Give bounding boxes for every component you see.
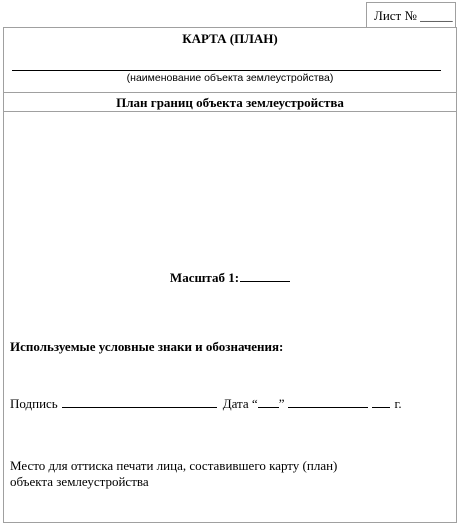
sheet-number-box: [366, 2, 456, 27]
scale-row: [4, 269, 456, 286]
year-blank: [372, 396, 390, 408]
quote-open: “: [251, 396, 258, 411]
signature-row: [10, 396, 402, 412]
scale-blank: [240, 269, 290, 282]
year-suffix: г.: [394, 396, 402, 411]
object-name-caption: (наименование объекта землеустройства): [126, 72, 334, 84]
object-name-line: [12, 70, 441, 71]
scale-label: Масштаб 1:: [169, 270, 240, 285]
plan-title-band: [4, 92, 456, 112]
quote-close: ”: [278, 396, 285, 411]
sheet-number-label: Лист №: [374, 8, 417, 23]
document-frame: [3, 27, 457, 523]
date-label: Дата: [222, 396, 249, 411]
day-blank: [258, 396, 279, 408]
plan-title: План границ объекта землеустройства: [116, 95, 344, 110]
signature-blank: [62, 396, 217, 408]
signature-label: Подпись: [10, 396, 58, 411]
month-blank: [288, 396, 368, 408]
legend-heading: Используемые условные знаки и обозначения:: [10, 339, 284, 354]
sheet-number-blank: _____: [420, 8, 453, 23]
document-title: КАРТА (ПЛАН): [182, 31, 278, 46]
stamp-place-text: Место для оттиска печати лица, составившего карту (план) объекта землеустройства: [10, 458, 338, 489]
